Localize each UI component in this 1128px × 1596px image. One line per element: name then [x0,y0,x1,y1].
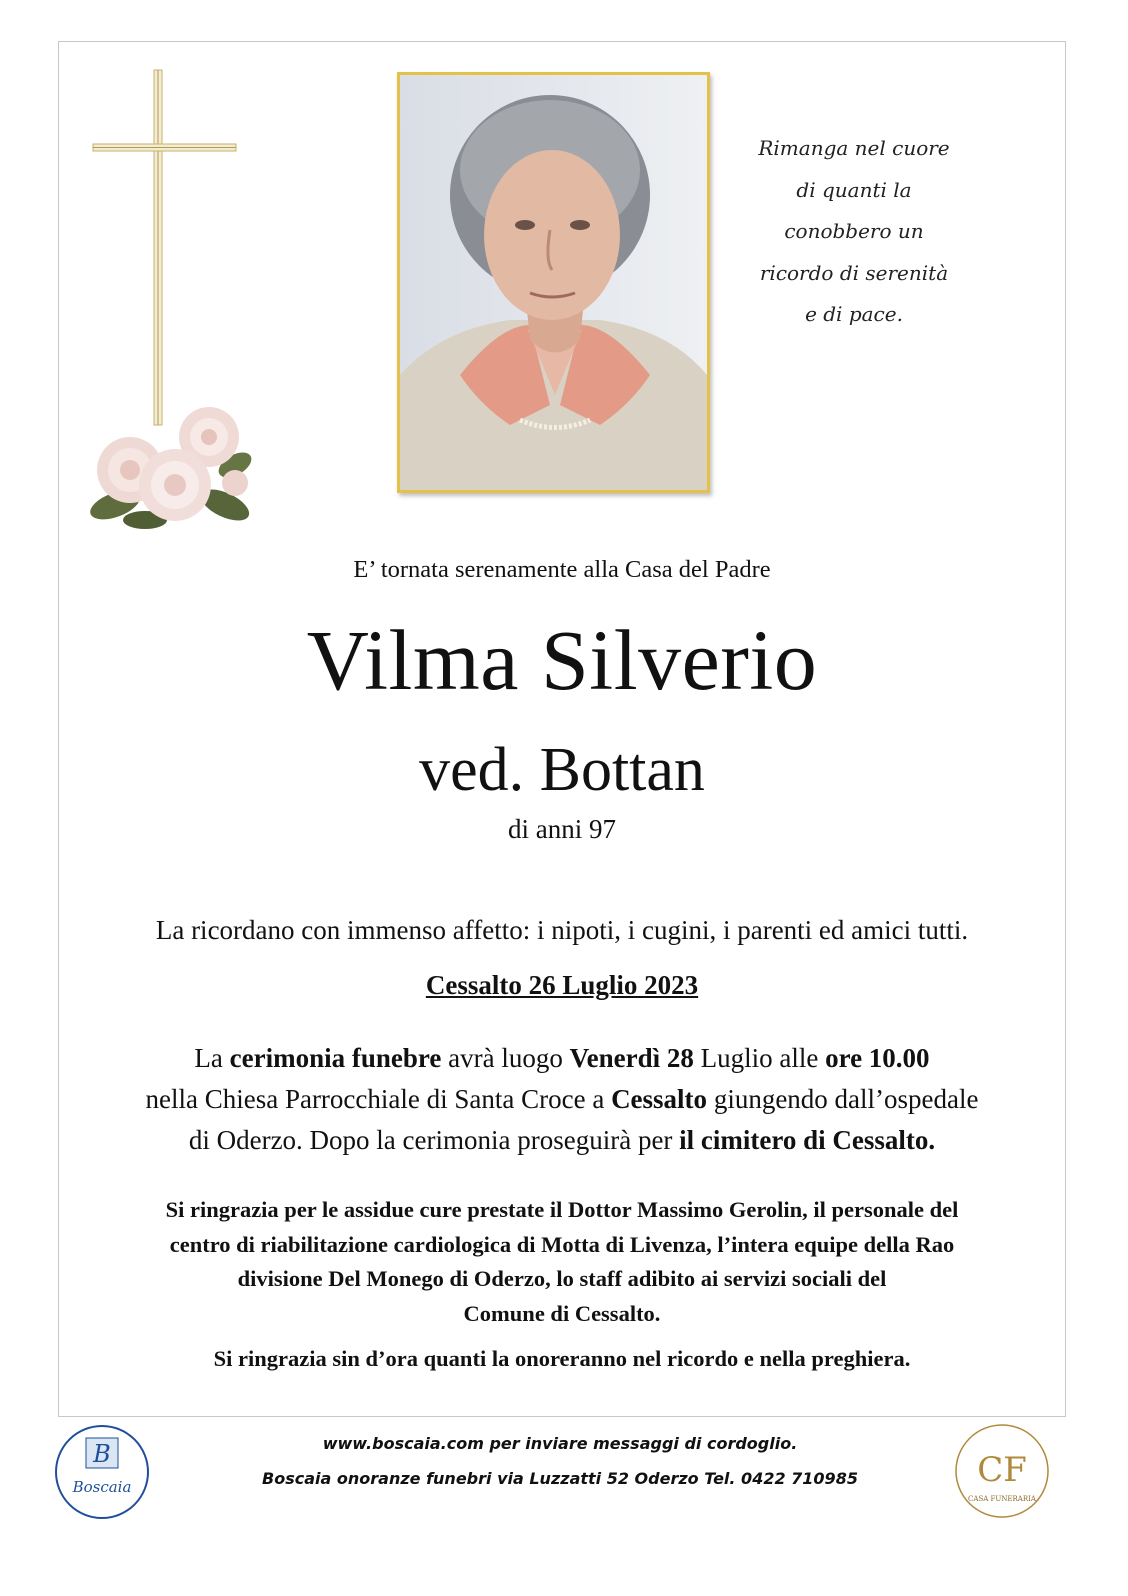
married-name: ved. Bottan [419,736,705,804]
verse-line: Rimanga nel cuore [758,136,950,160]
logo-text: Boscaia [72,1478,132,1496]
dateline: Cessalto 26 Luglio 2023 [425,970,699,1000]
cross-with-roses-icon [85,65,260,530]
logo-monogram: B [93,1440,111,1468]
thanks-paragraph [58,1193,1066,1331]
deceased-name: Vilma Silverio [306,612,818,708]
thanks-line: Si ringrazia per le assidue cure prestate il Dottor Massimo Gerolin, il personale del [165,1197,959,1222]
verse-line: ricordo di serenità [759,260,949,285]
thanks-line: divisione Del Monego di Oderzo, lo staff adibito ai servizi sociali del [237,1266,887,1291]
age-text: di anni 97 [508,814,616,844]
boscaia-logo [54,1424,150,1520]
intro-text: E’ tornata serenamente alla Casa del Padre [353,556,771,583]
logo-text: CASA FUNERARIA [968,1495,1036,1503]
remembered-by: La ricordano con immenso affetto: i nipoti, i cugini, i parenti ed amici tutti. [155,915,969,945]
thanks-line: Comune di Cessalto. [463,1300,661,1326]
verse-line: conobbero un [784,219,924,243]
website-line: www.boscaia.com per inviare messaggi di cordoglio. [322,1434,798,1453]
verse-line: di quanti la [796,177,912,202]
thanks-line: centro di riabilitazione cardiologica di Motta di Livenza, l’intera equipe della Rao [169,1231,955,1257]
closing-thanks: Si ringrazia sin d’ora quanti la onoreranno nel ricordo e nella preghiera. [213,1346,911,1371]
address-line: Boscaia onoranze funebri via Luzzatti 52 Oderzo Tel. 0422 710985 [262,1469,858,1488]
casa-funeraria-logo [954,1423,1050,1519]
portrait-photo [397,72,710,493]
ceremony-details [58,1038,1066,1161]
ceremony-line: nella Chiesa Parrocchiale di Santa Croce a Cessalto giungendo dall’ospedale [145,1084,979,1114]
verse-line: e di pace. [805,302,903,326]
memorial-verse [740,128,968,336]
logo-monogram: CF [977,1450,1027,1490]
ceremony-line: di Oderzo. Dopo la cerimonia proseguirà per il cimitero di Cessalto. [188,1125,936,1155]
ceremony-line: La cerimonia funebre avrà luogo Venerdì 28 Luglio alle ore 10.00 [194,1043,930,1073]
